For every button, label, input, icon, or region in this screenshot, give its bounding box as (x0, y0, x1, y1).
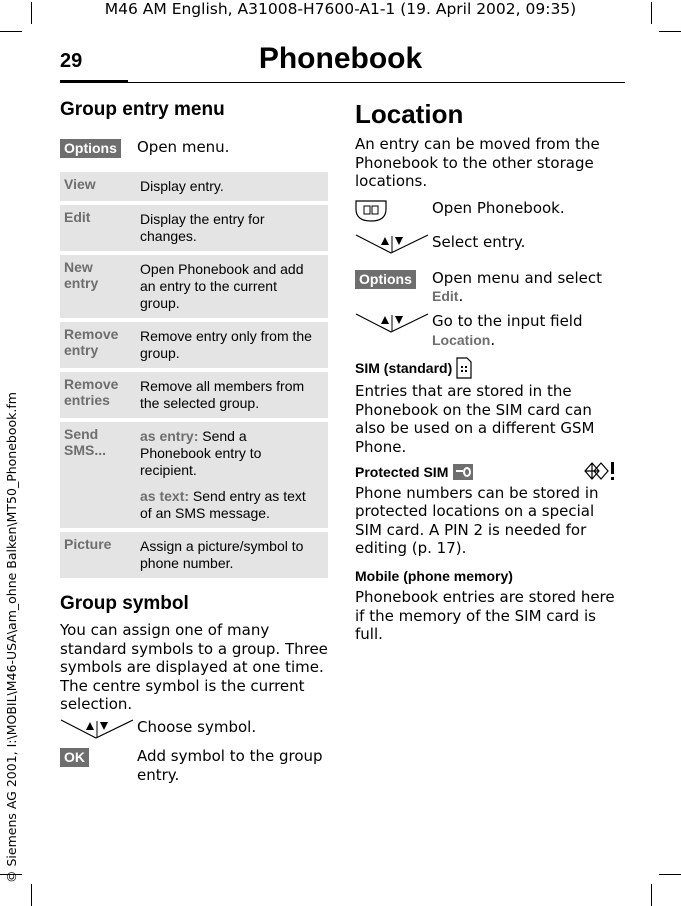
menu-desc (134, 422, 328, 528)
options-menu-desc: Open menu and select (432, 268, 603, 287)
ok-row (60, 747, 328, 784)
open-phonebook-row (355, 199, 625, 227)
location-field-ref: Location (432, 331, 491, 348)
page-number: 29 (60, 50, 83, 72)
protected-heading-row (355, 463, 625, 481)
location-intro: An entry can be moved from the Phonebook to the other storage locations. (355, 135, 600, 191)
nav-key-icon[interactable] (355, 233, 429, 255)
menu-row-remove-entry[interactable] (60, 322, 328, 368)
mobile-heading: Mobile (phone memory) (355, 567, 513, 584)
goto-desc: Go to the input field (432, 311, 583, 330)
page-title: Phonebook (258, 42, 423, 75)
options-description: Open menu. (137, 138, 230, 156)
options-row (60, 138, 328, 158)
menu-row-new-entry[interactable] (60, 255, 328, 318)
protected-sim-text: Phone numbers can be stored in protected locations on a special SIM card. A PIN 2 is needed for editing (p. 17). (355, 483, 599, 558)
menu-desc: Display the entry for changes. (134, 205, 328, 251)
ok-key[interactable]: OK (60, 748, 89, 767)
menu-desc: Display entry. (134, 172, 328, 201)
send-sms-as-entry (140, 428, 320, 479)
sub-label: as text: (140, 488, 190, 504)
menu-label: Send SMS... (60, 422, 134, 528)
select-entry-text: Select entry. (432, 232, 526, 251)
sim-text: Entries that are stored in the Phonebook on the SIM card can also be used on a different GSM Phone. (355, 382, 595, 456)
choose-symbol-row (60, 718, 328, 740)
menu-row-send-sms[interactable] (60, 422, 328, 528)
goto-location-row (355, 312, 625, 349)
menu-desc: Assign a picture/symbol to phone number. (134, 532, 328, 578)
open-phonebook-text: Open Phonebook. (432, 198, 565, 217)
menu-label: New entry (60, 255, 134, 318)
header-rule (60, 82, 625, 83)
network-warning-icon (582, 459, 618, 483)
menu-desc: Remove all members from the selected group. (134, 372, 328, 418)
group-symbol-paragraph: You can assign one of many standard symbols to a group. Three symbols are displayed at one time. The centre symbol is the current selection. (60, 621, 328, 714)
menu-label: Remove entries (60, 372, 134, 418)
protected-sim-heading: Protected SIM (355, 463, 449, 480)
menu-label: Remove entry (60, 322, 134, 368)
mobile-text: Phonebook entries are stored here if the memory of the SIM card is full. (355, 587, 615, 644)
select-entry-row (355, 233, 625, 255)
menu-label: Edit (60, 205, 134, 251)
ok-text: Add symbol to the group entry. (137, 746, 323, 784)
goto-location-text: Go to the input field Location. (432, 311, 583, 349)
menu-desc: Remove entry only from the group. (134, 322, 328, 368)
phonebook-key-icon[interactable] (355, 199, 387, 223)
group-symbol-heading: Group symbol (60, 593, 189, 614)
side-file-path: © Siemens AG 2001, I:\MOBIL\M46-USA\am_ohne Balken\MT50_Phonebook.fm (4, 392, 19, 883)
nav-key-icon[interactable] (355, 312, 429, 334)
menu-desc: Open Phonebook and add an entry to the current group. (134, 255, 328, 318)
options-key[interactable]: Options (60, 139, 121, 158)
crop-mark (651, 884, 652, 906)
options-menu-text: Open menu and select Edit. (432, 268, 603, 306)
crop-mark (659, 874, 681, 875)
sub-label: as entry: (140, 428, 199, 444)
options-menu-row (355, 269, 625, 306)
protected-sim-icon (452, 463, 474, 481)
choose-symbol-text: Choose symbol. (137, 717, 257, 736)
crop-mark (31, 884, 32, 906)
sim-card-icon (456, 357, 472, 379)
crop-mark (659, 31, 681, 32)
right-column (355, 98, 625, 644)
nav-key-icon[interactable] (60, 718, 134, 740)
crop-mark (0, 31, 22, 32)
menu-label: Picture (60, 532, 134, 578)
sub-text: Send a Phonebook entry to recipient. (140, 428, 262, 478)
send-sms-as-text (140, 488, 320, 522)
running-header: M46 AM English, A31008-H7600-A1-1 (19. April 2002, 09:35) (104, 0, 577, 18)
menu-row-picture[interactable] (60, 532, 328, 578)
menu-row-edit[interactable] (60, 205, 328, 251)
menu-row-remove-entries[interactable] (60, 372, 328, 418)
menu-label: View (60, 172, 134, 201)
left-column (60, 98, 328, 784)
sim-heading-row (355, 357, 625, 379)
sim-heading: SIM (standard) (355, 360, 453, 377)
group-entry-menu-heading: Group entry menu (60, 99, 225, 120)
edit-menu-ref: Edit (432, 288, 459, 305)
sub-text: Send entry as text of an SMS message. (140, 488, 306, 521)
options-key[interactable]: Options (355, 270, 416, 289)
menu-row-view[interactable] (60, 172, 328, 201)
group-entry-menu-table (60, 168, 328, 582)
location-heading: Location (355, 99, 464, 129)
